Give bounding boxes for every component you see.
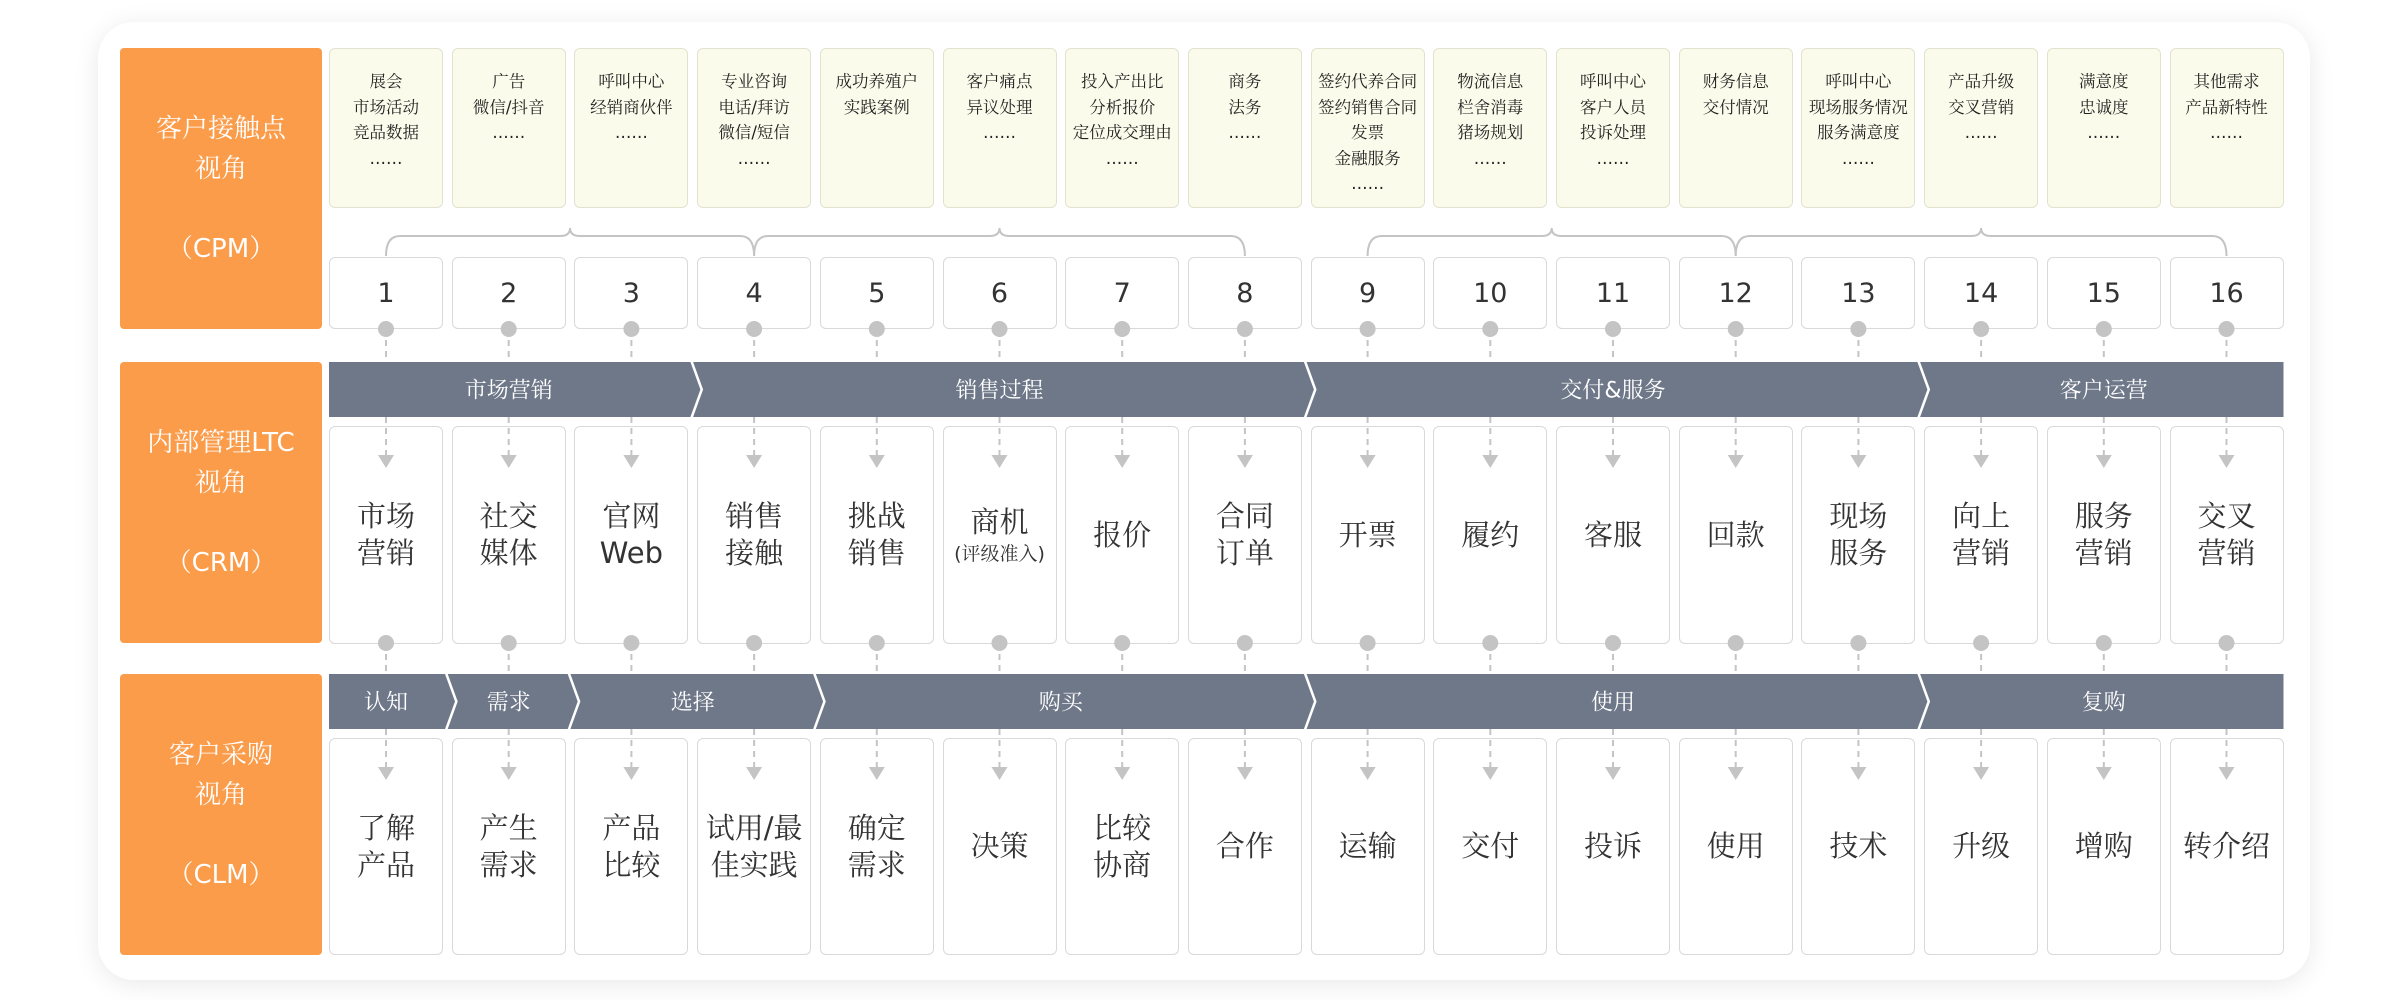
stage-bar-label: 使用 [1590,690,1636,716]
arrow-head [1728,455,1744,468]
connector-dot [1237,321,1253,337]
cell-text-line: …… [2210,123,2243,142]
cell-text-line: 实践案例 [843,97,910,117]
connector-dot [2096,321,2112,337]
arrow-head [501,455,517,468]
cell-text-line: 产品新特性 [2185,97,2268,117]
arrow-head [1482,767,1498,780]
cell-text-line: …… [1596,148,1630,168]
step-number-cell: 10 [1433,257,1547,329]
connector-dot [1728,321,1744,337]
stage-bar-label: 需求 [486,690,531,716]
cell-text-line: 服务 [2074,499,2133,533]
connector-dot [1605,321,1621,337]
cell-text-line: 市场活动 [353,97,419,117]
cell-text-line: 营销 [2074,536,2133,570]
step-number-cell: 11 [1556,257,1670,329]
cell-text-line: 商务 [1228,72,1262,91]
stage-bar-label: 市场营销 [464,378,553,404]
cell-text-line: 其他需求 [2193,72,2260,91]
cell-text-line: 升级 [1952,829,2011,863]
view-title-line: 客户采购 [168,739,273,770]
stage-bar-label: 复购 [2081,690,2126,716]
arrow-head [992,455,1008,468]
cell-text-line: 市场 [356,499,415,533]
cell-text-line: 忠诚度 [2079,97,2129,117]
connector-dot [1360,635,1376,651]
arrow-head [992,767,1008,780]
step-number-cell: 3 [574,257,688,329]
connector-dot [2219,321,2235,337]
cell-text-line: 分析报价 [1089,97,1156,117]
cell-text-line: 需求 [847,847,906,882]
cell-text-line: 交叉 [2197,499,2256,533]
cell-text-line: 财务信息 [1702,72,1769,91]
cell-text-line: 商机 [970,504,1029,539]
connector-dot [501,635,517,651]
arrow-head [1360,767,1376,780]
step-number-cell: 7 [1065,257,1179,329]
arrow-head [1114,455,1130,468]
group-brace [1736,228,2227,256]
cell-text-line: 呼叫中心 [1825,72,1892,91]
view-title-line: 视角 [194,467,247,498]
connector-dot [746,321,762,337]
arrow-head [1605,767,1621,780]
cell-text-line: 协商 [1093,847,1152,882]
cell-text-line: 社交 [479,499,538,533]
arrow-head [1237,767,1253,780]
stage-bar-label: 选择 [670,690,715,716]
cell-text-line: 报价 [1093,517,1152,552]
cell-text-line: 交叉营销 [1948,97,2015,117]
view-title-line: 客户接触点 [155,113,286,144]
connector-dot [501,321,517,337]
view-abbr: （CLM） [167,859,275,890]
arrow-head [378,455,394,468]
step-number-cell: 12 [1679,257,1793,329]
cell-text-line: 经销商伙伴 [590,97,673,117]
view-abbr: （CRM） [165,547,277,578]
connector-dot [992,321,1008,337]
cell-text-line: 挑战 [847,499,906,533]
view-title-line: 内部管理LTC [147,427,295,458]
stage-bar-label: 交付&服务 [1560,378,1666,404]
step-number-cell: 2 [452,257,566,329]
connector-dot [869,321,885,337]
cell-text-line: 服务满意度 [1817,123,1900,142]
connector-dot [1482,321,1498,337]
cell-text-line: …… [1473,148,1507,168]
cell-text-line: 定位成交理由 [1072,123,1172,142]
arrow-head [1850,455,1866,468]
cell-text-line: 竞品数据 [353,123,419,142]
cell-text-line: 成功养殖户 [835,72,919,91]
arrow-head [2096,455,2112,468]
cell-text-line: 试用/最 [705,810,803,845]
group-brace [1368,228,1736,256]
step-number-cell: 1 [329,257,443,329]
cell-text-line: 现场服务情况 [1808,97,1908,117]
cell-text-line: 技术 [1829,829,1888,863]
step-number-cell: 9 [1311,257,1425,329]
step-number-cell: 6 [943,257,1057,329]
step-number-cell: 8 [1188,257,1302,329]
arrow-head [378,767,394,780]
cell-text-line: 销售 [847,536,906,570]
arrow-head [2096,767,2112,780]
step-number-cell: 16 [2170,257,2284,329]
arrow-head [746,455,762,468]
arrow-head [746,767,762,780]
connector-dot [1728,635,1744,651]
cell-text-line: 展会 [369,72,403,91]
connector-dot [623,635,639,651]
group-brace [754,228,1245,256]
cell-text-line: 营销 [2197,536,2256,570]
view-abbr: （CPM） [166,233,276,264]
cell-text-line: 增购 [2074,829,2133,863]
stage-bar-label: 销售过程 [955,378,1044,404]
cell-text-line: 电话/拜访 [718,97,790,117]
stage-bar-label: 客户运营 [2059,378,2148,404]
cell-text-line: 现场 [1829,499,1888,533]
cell-text-line: 微信/短信 [718,123,790,142]
cell-text-line: …… [614,123,648,142]
connector-dot [378,635,394,651]
cell-text-line: 了解 [356,810,415,845]
cell-text-line: 开票 [1338,517,1397,552]
arrow-head [623,767,639,780]
step-number-cell: 14 [1924,257,2038,329]
connector-dot [1360,321,1376,337]
cell-text-line: 投诉 [1583,829,1642,863]
cell-text-line: …… [1841,148,1875,168]
cell-text-line: 投入产出比 [1080,72,1164,91]
cell-text-line: 物流信息 [1457,72,1524,91]
arrow-head [1237,455,1253,468]
group-brace [386,228,754,256]
arrow-head [1850,767,1866,780]
cell-text-line: 满意度 [2079,72,2129,91]
cell-text-line: 猪场规划 [1457,123,1524,142]
cell-text-line: 产生 [479,810,538,845]
connector-dot [2096,635,2112,651]
arrow-head [1728,767,1744,780]
cell-text-line: …… [492,123,526,142]
stage-bar-label: 认知 [363,690,409,716]
arrow-head [1973,455,1989,468]
cell-text-line: …… [369,148,403,168]
cell-text-line: 客户痛点 [966,72,1033,91]
cell-text-line: 专业咨询 [721,72,788,91]
cell-text-line: Web [599,536,663,570]
cell-text-line: 使用 [1706,829,1765,863]
cell-text-line: 媒体 [479,536,538,570]
view-title-line: 视角 [194,153,247,184]
arrow-head [1114,767,1130,780]
stage-bar-label: 购买 [1038,690,1083,716]
cell-text-line: …… [1351,174,1385,193]
cell-text-line: 异议处理 [966,97,1033,117]
cell-text-line: …… [1228,123,1262,142]
cell-text-line: 产品 [602,810,661,845]
step-number-cell: 15 [2047,257,2161,329]
connector-dot [1605,635,1621,651]
connector-dot [992,635,1008,651]
connector-dot [746,635,762,651]
cell-text-line: 合同 [1215,499,1274,533]
cell-text-line: 履约 [1461,517,1520,552]
cell-text-line: 营销 [1952,536,2011,570]
cell-text-line: 决策 [970,829,1029,863]
cell-text-line: 客服 [1583,517,1642,552]
cell-text-line: 接触 [725,536,784,570]
arrow-head [1360,455,1376,468]
connector-dot [378,321,394,337]
cell-text-line: 呼叫中心 [1580,72,1646,91]
cell-text-line: 发票 [1351,123,1385,142]
cell-text-line: 签约代养合同 [1318,72,1418,91]
cell-text-line: 呼叫中心 [598,72,665,91]
cell-text-line: 投诉处理 [1580,123,1646,142]
step-number-cell: 4 [697,257,811,329]
view-title-line: 视角 [194,779,247,810]
step-number-cell: 5 [820,257,934,329]
cell-text-line: 交付 [1461,829,1520,863]
cell-text-line: 栏舍消毒 [1457,97,1524,117]
arrow-head [501,767,517,780]
cell-text-line: 转介绍 [2182,829,2270,863]
connector-dot [1114,635,1130,651]
cell-text-line: …… [2087,123,2121,142]
arrow-head [2219,767,2235,780]
cell-text-line: 合作 [1215,829,1274,863]
step-number-cell: 13 [1801,257,1915,329]
cell-text-line: 交付情况 [1702,97,1769,117]
cell-text-line: 向上 [1952,499,2011,533]
connector-dot [2219,635,2235,651]
arrow-head [869,455,885,468]
cell-text-line: 微信/抖音 [472,97,545,117]
cell-text-line: 产品升级 [1948,72,2015,91]
arrow-head [1605,455,1621,468]
cell-text-line: 需求 [479,847,538,882]
cell-text-line: 运输 [1338,829,1397,863]
cell-text-line: 销售 [725,499,784,533]
arrow-head [2219,455,2235,468]
cell-text-line: 法务 [1228,97,1262,117]
connector-dot [1237,635,1253,651]
connector-dot [1850,321,1866,337]
cell-text-line: 服务 [1829,536,1888,570]
connector-dot [1482,635,1498,651]
arrow-head [1482,455,1498,468]
cell-text-line: 签约销售合同 [1318,97,1418,117]
cell-text-line: 确定 [847,810,906,845]
cell-text-line: …… [1964,123,1998,142]
cell-text-line: …… [737,148,771,168]
connector-dot [623,321,639,337]
cell-text-line: 佳实践 [710,847,798,882]
arrow-head [1973,767,1989,780]
connector-dot [1850,635,1866,651]
cell-text-line: 客户人员 [1580,97,1646,117]
cell-text-line: 营销 [356,536,415,570]
cell-text-line: 比较 [1093,810,1152,845]
arrow-head [869,767,885,780]
cell-text-line: …… [1105,148,1139,168]
cell-text-line: 官网 [602,499,661,533]
cell-text-line: (评级准入) [954,542,1045,565]
cell-text-line: 订单 [1215,536,1274,570]
cell-text-line: 金融服务 [1334,148,1401,168]
cell-text-line: …… [983,123,1016,142]
arrow-head [623,455,639,468]
connector-dot [1973,321,1989,337]
cell-text-line: 广告 [492,72,526,91]
connector-dot [1973,635,1989,651]
cell-text-line: 回款 [1706,517,1765,552]
cell-text-line: 产品 [356,847,415,882]
connector-dot [869,635,885,651]
connector-dot [1114,321,1130,337]
cell-text-line: 比较 [602,847,661,882]
